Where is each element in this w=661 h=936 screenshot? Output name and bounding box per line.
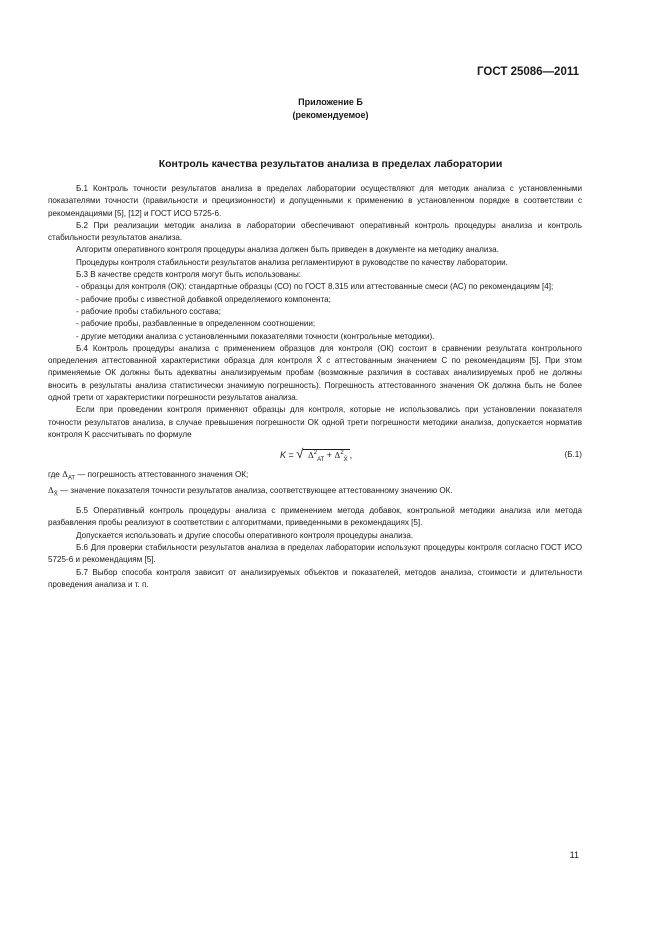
list-item: - рабочие пробы стабильного состава; (76, 306, 221, 316)
standard-code: ГОСТ 25086—2011 (477, 66, 579, 78)
body-text (48, 183, 582, 591)
list-item: - рабочие пробы с известной добавкой определяемого компонента; (76, 294, 331, 304)
paragraph: Б.7 Выбор способа контроля зависит от анализируемых объектов и показателей, методов анализа, стоимости и длительности проведения анализа и т. п. (48, 567, 582, 589)
annex-label: Приложение Б (298, 97, 363, 107)
paragraph: Б.3 В качестве средств контроля могут быть использованы: (76, 270, 302, 280)
formula-expression: K = √ $\Delta^2_{АТ} + \Delta^2_{X̄}$ , (280, 446, 353, 464)
paragraph: Б.2 При реализации методик анализа в лаборатории обеспечивают оперативный контроль процедуры анализа и контроль стабильности результатов анализа. (48, 220, 582, 243)
sqrt-sign: √ (296, 446, 304, 462)
paragraph: Процедуры контроля стабильности результатов анализа регламентируют в руководстве по качеству лаборатории. (76, 257, 508, 267)
where-line-x: $\Delta_{X̄}$ — значение показателя точности результатов анализа, соответствующее аттестованному значению ОК. (48, 486, 453, 498)
list-item: - другие методики анализа с установленными показателями точности (контрольные методики). (76, 331, 435, 341)
section-title: Контроль качества результатов анализа в пределах лаборатории (158, 158, 503, 170)
paragraph: Б.4 Контроль процедуры анализа с применением образцов для контроля (ОК) состоит в сравнении результата контрольного определения аттестованной характеристики образца для контроля X̄ с аттестованным значением С по рекомендациям [5]. При этом применяемые ОК должны быть адекватны анализируемым пробам (возможные различия в составах анализируемых проб не должны вносить в результаты анализа статистически значимую погрешность). Погрешность аттестованного значения ОК должна быть не более одной трети от характеристики погрешности результатов анализа. (48, 343, 582, 403)
list-item: - рабочие пробы, разбавленные в определенном соотношении; (76, 319, 316, 329)
annex-status: (рекомендуемое) (292, 110, 369, 120)
list-item: - образцы для контроля (ОК): стандартные образцы (СО) по ГОСТ 8.315 или аттестованные смеси (АС) по рекомендациям [4]; (76, 282, 554, 292)
paragraph: Б.5 Оперативный контроль процедуры анализа с применением метода добавок, контрольной методики анализа или метода разбавления пробы реализуют в соответствии с алгоритмами, приведенными в рекомендациях [5]. (48, 506, 582, 528)
paragraph: Б.6 Для проверки стабильности результатов анализа в пределах лаборатории используют процедуры контроля согласно ГОСТ ИСО 5725-6 и рекомендациям [5]. (48, 542, 582, 565)
paragraph: Допускается использовать и другие способы оперативного контроля процедуры анализа. (76, 530, 414, 540)
paragraph: Б.1 Контроль точности результатов анализа в пределах лаборатории осуществляют для методик анализа с установленными показателями точности (правильности и прецизионности) и допущенными к применению в установленном порядке в соответствии с рекомендациями [5], [12] и ГОСТ ИСО 5725-6. (48, 184, 582, 218)
where-line-at: где $\Delta_{АТ}$ — погрешность аттестованного значения ОК; (48, 470, 249, 482)
annex-heading (0, 96, 661, 122)
page-number: 11 (569, 850, 579, 860)
paragraph: Если при проведении контроля применяют образцы для контроля, которые не использовались при установлении показателя точности результатов анализа, в случае превышения погрешности ОК одной трети погрешности методики анализа, допускается норматив контроля K рассчитывать по формуле (48, 405, 582, 439)
formula-b1 (48, 443, 582, 467)
formula-lhs: K (280, 450, 287, 461)
formula-number: (Б.1) (564, 450, 582, 460)
paragraph: Алгоритм оперативного контроля процедуры анализа должен быть приведен в документе на методику анализа. (76, 245, 499, 255)
